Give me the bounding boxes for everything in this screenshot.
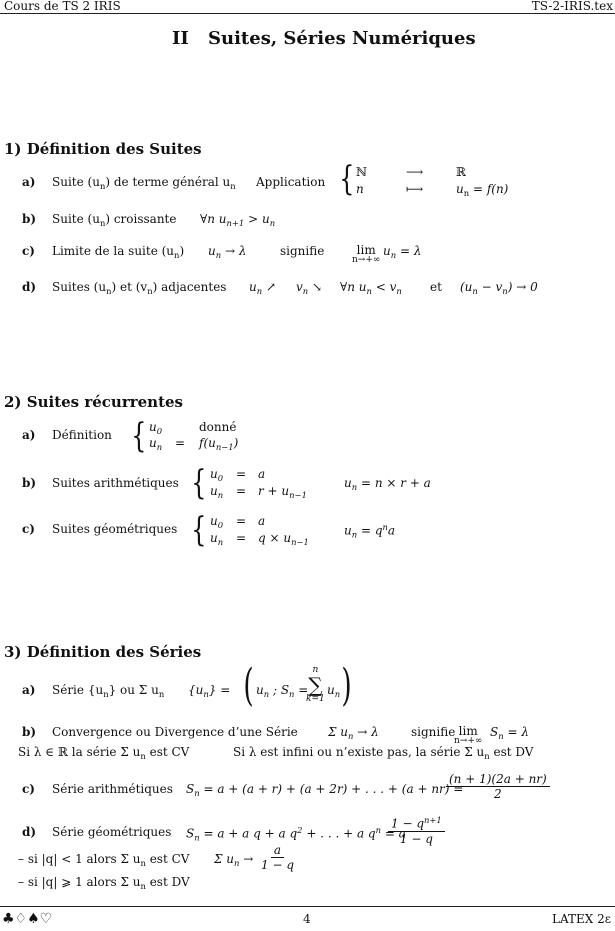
item-1d-text: Suites $(u_n)$ et $(v_n)$ adjacentes (52, 280, 227, 296)
item-3b-lim: lim n→+∞ (454, 724, 483, 746)
item-3c-label: c) (22, 782, 35, 796)
item-2c-row-2: $u_n = q \times u_{n-1}$ (210, 531, 309, 547)
map-row-2: n ⟼ $u_n = f(n)$ (356, 182, 509, 198)
item-2c-row-1: $u_0 = a$ (210, 514, 266, 530)
item-3a-term: $u_n$ (327, 683, 341, 699)
item-1b-text: Suite $(u_n)$ croissante (52, 212, 177, 228)
item-2c-label: c) (22, 522, 35, 536)
item-3a-lhs: $\{u_n\}$ = (188, 683, 231, 699)
item-1d-diff: $(u_n - v_n) \to 0$ (460, 280, 538, 296)
item-1a-label: a) (22, 175, 36, 189)
page-number: 4 (303, 912, 311, 926)
item-2a-row-2: $u_n = f(u_{n-1})$ (149, 436, 239, 452)
brace: { (191, 463, 207, 503)
paren-left: ( (243, 660, 254, 711)
item-2a-row-1: $u_0$ donné (149, 420, 237, 436)
item-1c-result: $u_n = \lambda$ (383, 244, 422, 260)
chapter-title: Suites, Séries Numériques (208, 28, 476, 49)
item-2c-result: $u_n = q^na$ (344, 522, 396, 540)
item-3d-bullet-cv: – si |q| < 1 alors Σ $u_n$ est CV (18, 852, 190, 868)
item-3c-expr: $S_n = a + (a + r) + (a + 2r)$ + . . . + (a + nr) = (186, 782, 464, 798)
suits-icon: ♣♢♠♡ (2, 911, 53, 927)
item-1a-text: Suite $(u_n)$ de terme général $u_n$ (52, 175, 236, 191)
item-1c-lim: lim n→+∞ (352, 243, 381, 265)
brace: { (131, 416, 147, 456)
item-3d-limit-expr: Σ $u_n$ → (214, 852, 254, 868)
item-3d-limit-fraction: $\frac{a}{1 - q}$ (261, 843, 294, 872)
item-1d-et: et (430, 280, 442, 294)
item-3b-expr: Σ $u_n \to \lambda$ (328, 725, 379, 741)
section-3-heading: 3) Définition des Séries (4, 643, 202, 661)
item-2b-row-1: $u_0 = a$ (210, 467, 266, 483)
item-2b-row-2: $u_n = r + u_{n-1}$ (210, 484, 307, 500)
item-3d-fraction: $\frac{1 - q^{n+1}}{1 - q}$ (388, 815, 445, 846)
header-right: TS-2-IRIS.tex (531, 0, 613, 13)
header-rule (0, 13, 615, 14)
sum-operator: n ∑ k=1 (306, 665, 325, 704)
item-3a-text: Série $\{u_n\}$ ou Σ $u_n$ (52, 683, 165, 699)
item-3b-label: b) (22, 725, 37, 739)
item-1d-label: d) (22, 280, 37, 294)
application-label: Application (256, 175, 326, 189)
item-1c-signifie: signifie (280, 244, 325, 258)
item-1b-label: b) (22, 212, 37, 226)
item-3b-result: $S_n = \lambda$ (490, 725, 529, 741)
item-2b-label: b) (22, 476, 37, 490)
item-3c-fraction: $\frac{(n + 1)(2a + nr)}{2}$ (446, 772, 550, 801)
section-1-heading: 1) Définition des Suites (4, 140, 202, 158)
item-3d-expr: $S_n = a + a$ q + a $q^2$ + . . . + a $q^n = a$ (186, 825, 406, 843)
item-2a-label: a) (22, 428, 36, 442)
item-1d-v-decreasing: $v_n$ ↘ (296, 280, 323, 296)
item-1d-condition: ∀n $u_n < v_n$ (340, 280, 402, 296)
item-1c-text: Limite de la suite $(u_n)$ (52, 244, 185, 260)
item-3b-dv: Si λ est infini ou n’existe pas, la série Σ $u_n$ est DV (233, 745, 534, 761)
section-2-heading: 2) Suites récurrentes (4, 393, 183, 411)
item-1c-label: c) (22, 244, 35, 258)
item-1d-u-increasing: $u_n$ ↗ (249, 280, 277, 296)
item-2b-text: Suites arithmétiques (52, 476, 179, 490)
paren-right: ) (341, 660, 352, 711)
item-3d-bullet-dv: – si |q| ⩾ 1 alors Σ $u_n$ est DV (18, 875, 190, 891)
latex-logo: LATEX 2ε (552, 912, 611, 926)
item-3a-label: a) (22, 683, 36, 697)
item-3d-label: d) (22, 825, 37, 839)
chapter-number: II (172, 28, 189, 49)
brace: { (339, 159, 355, 199)
brace: { (191, 510, 207, 550)
item-3a-inner: $u_n$ ; $S_n$ = (256, 683, 309, 699)
item-2c-text: Suites géométriques (52, 522, 178, 536)
item-2b-result: $u_n = n \times r + a$ (344, 476, 431, 492)
item-3b-cv: Si λ ∈ ℝ la série Σ $u_n$ est CV (18, 745, 190, 761)
item-3c-text: Série arithmétiques (52, 782, 173, 796)
footer-rule (0, 906, 615, 907)
item-1b-condition: ∀n $u_{n+1} > u_n$ (200, 212, 276, 228)
map-row-1: ℕ ⟶ ℝ (356, 165, 466, 179)
item-1c-expr: $u_n \to \lambda$ (208, 244, 247, 260)
item-2a-text: Définition (52, 428, 112, 442)
header-left: Cours de TS 2 IRIS (4, 0, 121, 13)
item-3b-signifie: signifie (411, 725, 456, 739)
item-3d-text: Série géométriques (52, 825, 172, 839)
item-3b-text: Convergence ou Divergence d’une Série (52, 725, 298, 739)
